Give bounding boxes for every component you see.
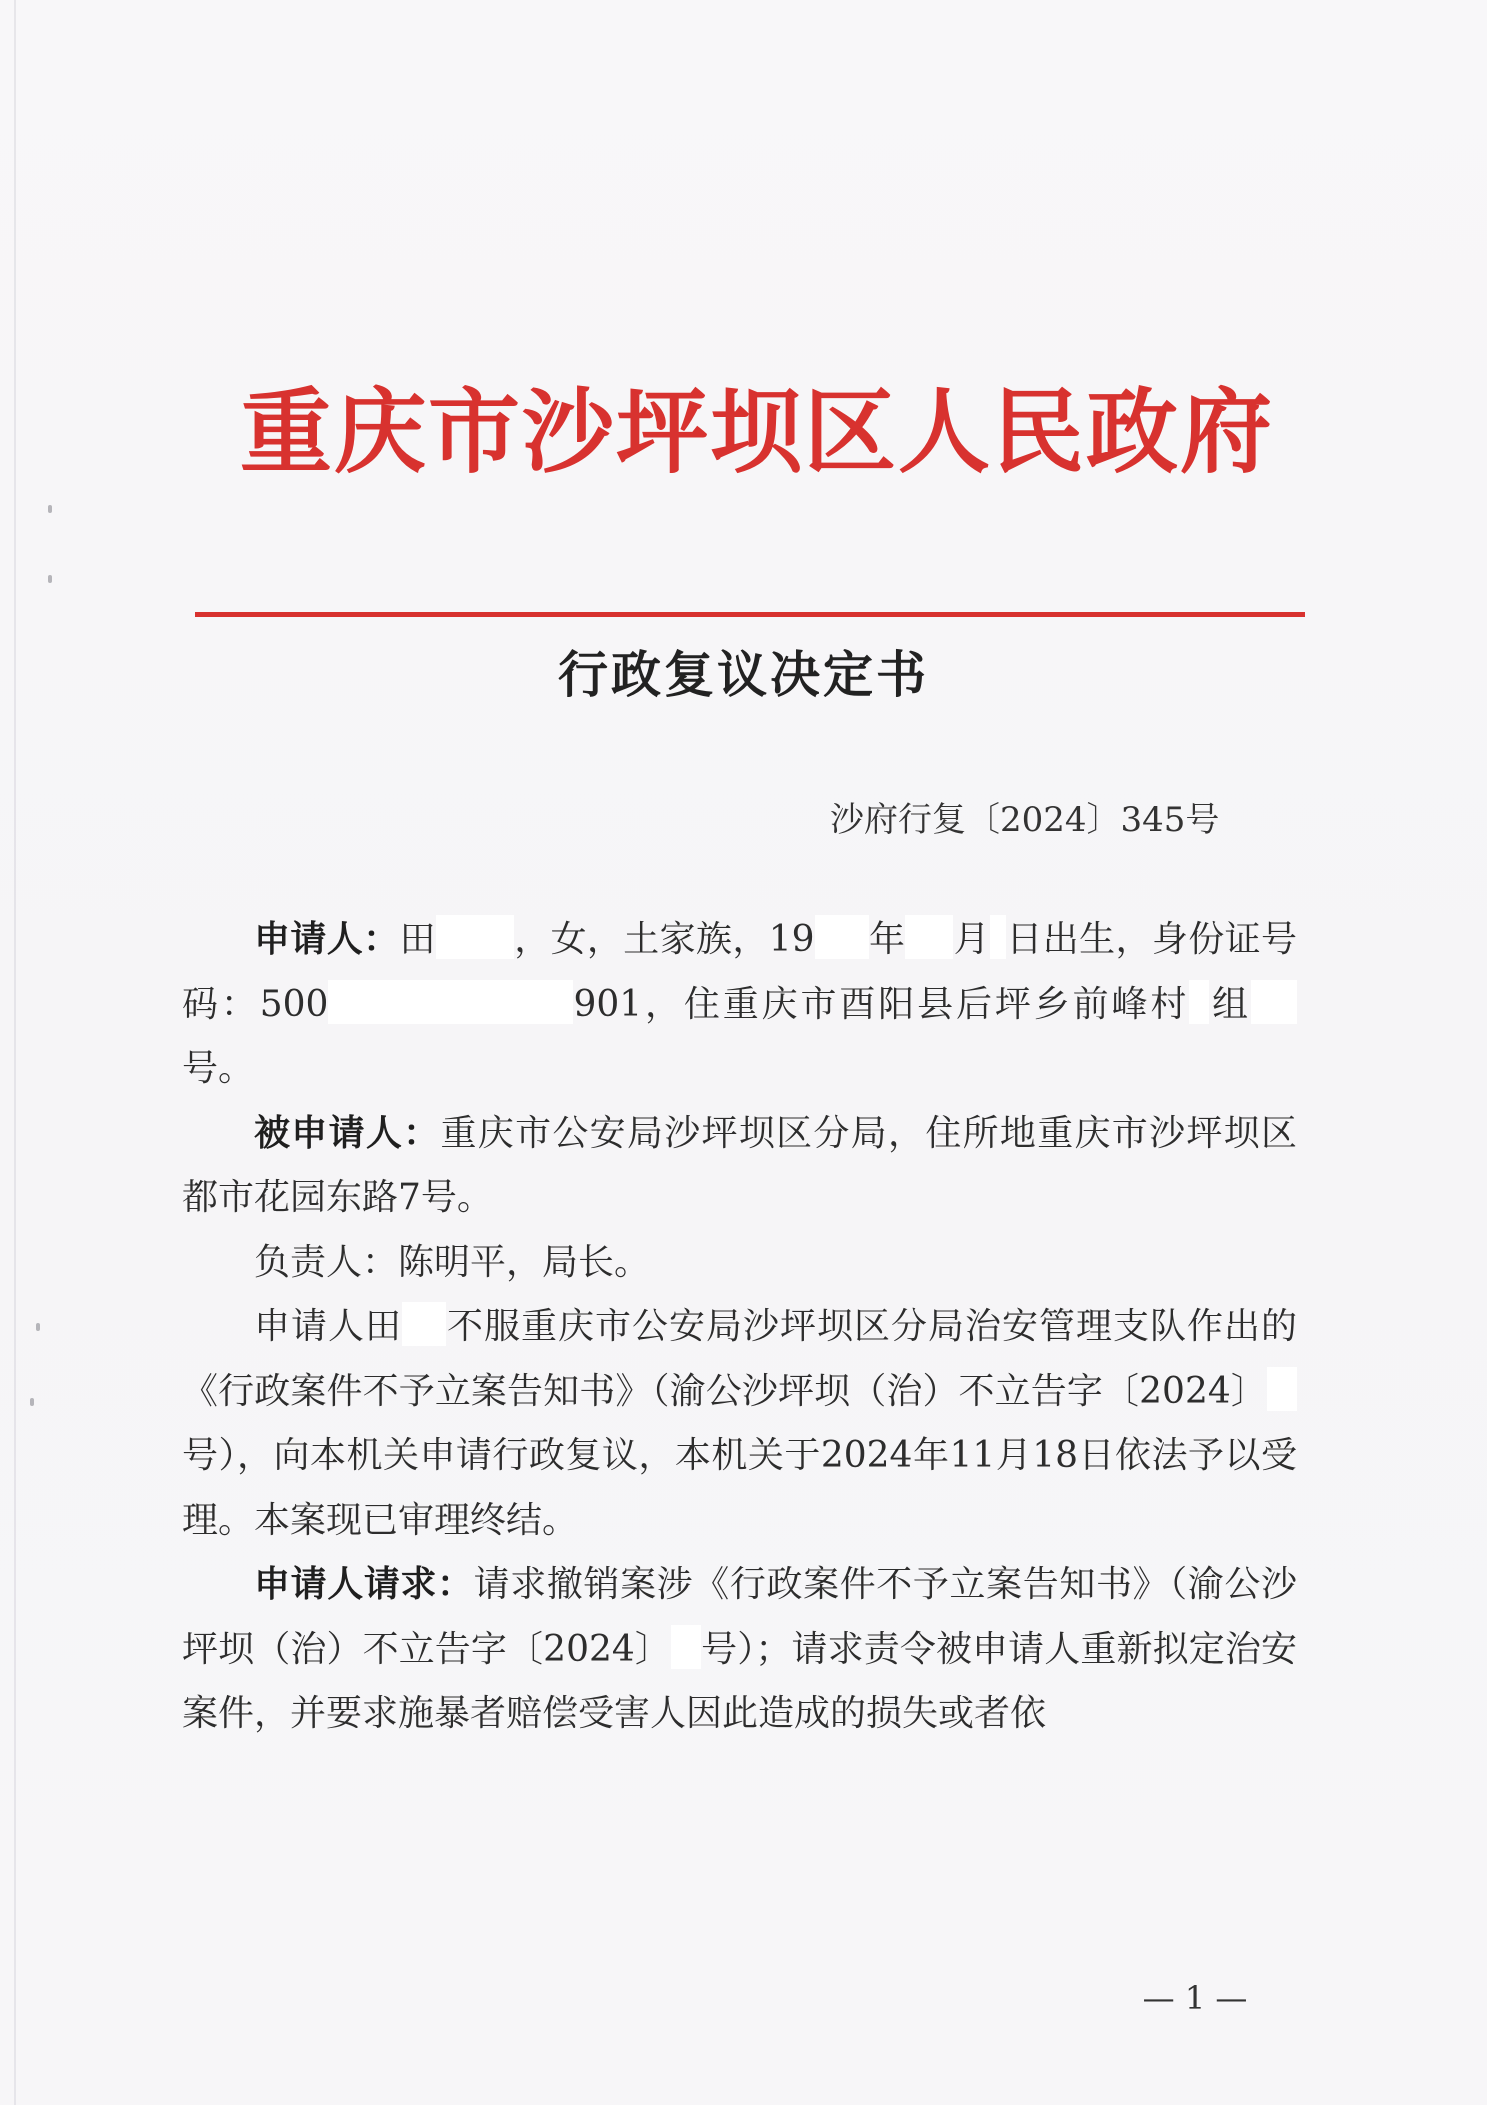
document-title: 行政复议决定书 — [558, 646, 929, 704]
applicant-label: 申请人： — [254, 919, 400, 960]
applicant-paragraph: 申请人：田 ，女，土家族，19 年 月 日出生，身份证号码：500 901，住重庆市酉阳县后坪乡前峰村 组号。 — [182, 908, 1297, 1102]
redaction-box — [328, 980, 573, 1024]
red-divider-line — [195, 612, 1305, 617]
applicant-name: 田 — [399, 919, 436, 960]
scan-speck — [36, 1323, 40, 1331]
scan-fold-line — [14, 0, 16, 2105]
redaction-box — [990, 915, 1006, 959]
page-number: — 1 — — [1142, 1979, 1248, 2017]
issuer-header: 重庆市沙坪坝区人民政府 — [240, 379, 1275, 486]
case-intro-paragraph: 申请人田 不服重庆市公安局沙坪坝区分局治安管理支队作出的《行政案件不予立案告知书》（渝公沙坪坝（治）不立告字〔2024〕号），向本机关申请行政复议，本机关于2024年11月18日依法予以受理。本案现已审理终结。 — [182, 1295, 1297, 1553]
redaction-box — [905, 915, 953, 959]
respondent-label: 被申请人： — [254, 1112, 441, 1154]
redaction-box — [671, 1625, 701, 1669]
request-label: 申请人请求： — [254, 1564, 474, 1605]
respondent-paragraph: 被申请人：重庆市公安局沙坪坝区分局，住所地重庆市沙坪坝区都市花园东路7号。 — [182, 1112, 1297, 1218]
request-paragraph: 申请人请求：请求撤销案涉《行政案件不予立案告知书》（渝公沙坪坝（治）不立告字〔2024〕 号）；请求责令被申请人重新拟定治安案件，并要求施暴者赔偿受害人因此造成的损失或者依 — [182, 1564, 1297, 1734]
redaction-box — [815, 915, 869, 959]
scan-speck — [48, 505, 52, 513]
document-number: 沙府行复〔2024〕345号 — [830, 800, 1220, 840]
document-body — [182, 908, 1297, 1747]
redaction-box — [1189, 980, 1209, 1024]
redaction-box — [1251, 980, 1297, 1024]
redaction-box — [436, 915, 514, 959]
scan-speck — [48, 575, 52, 583]
scan-speck — [30, 1398, 34, 1406]
redaction-box — [1267, 1367, 1297, 1411]
redaction-box — [402, 1302, 446, 1346]
responsible-person: 负责人：陈明平，局长。 — [254, 1241, 651, 1283]
